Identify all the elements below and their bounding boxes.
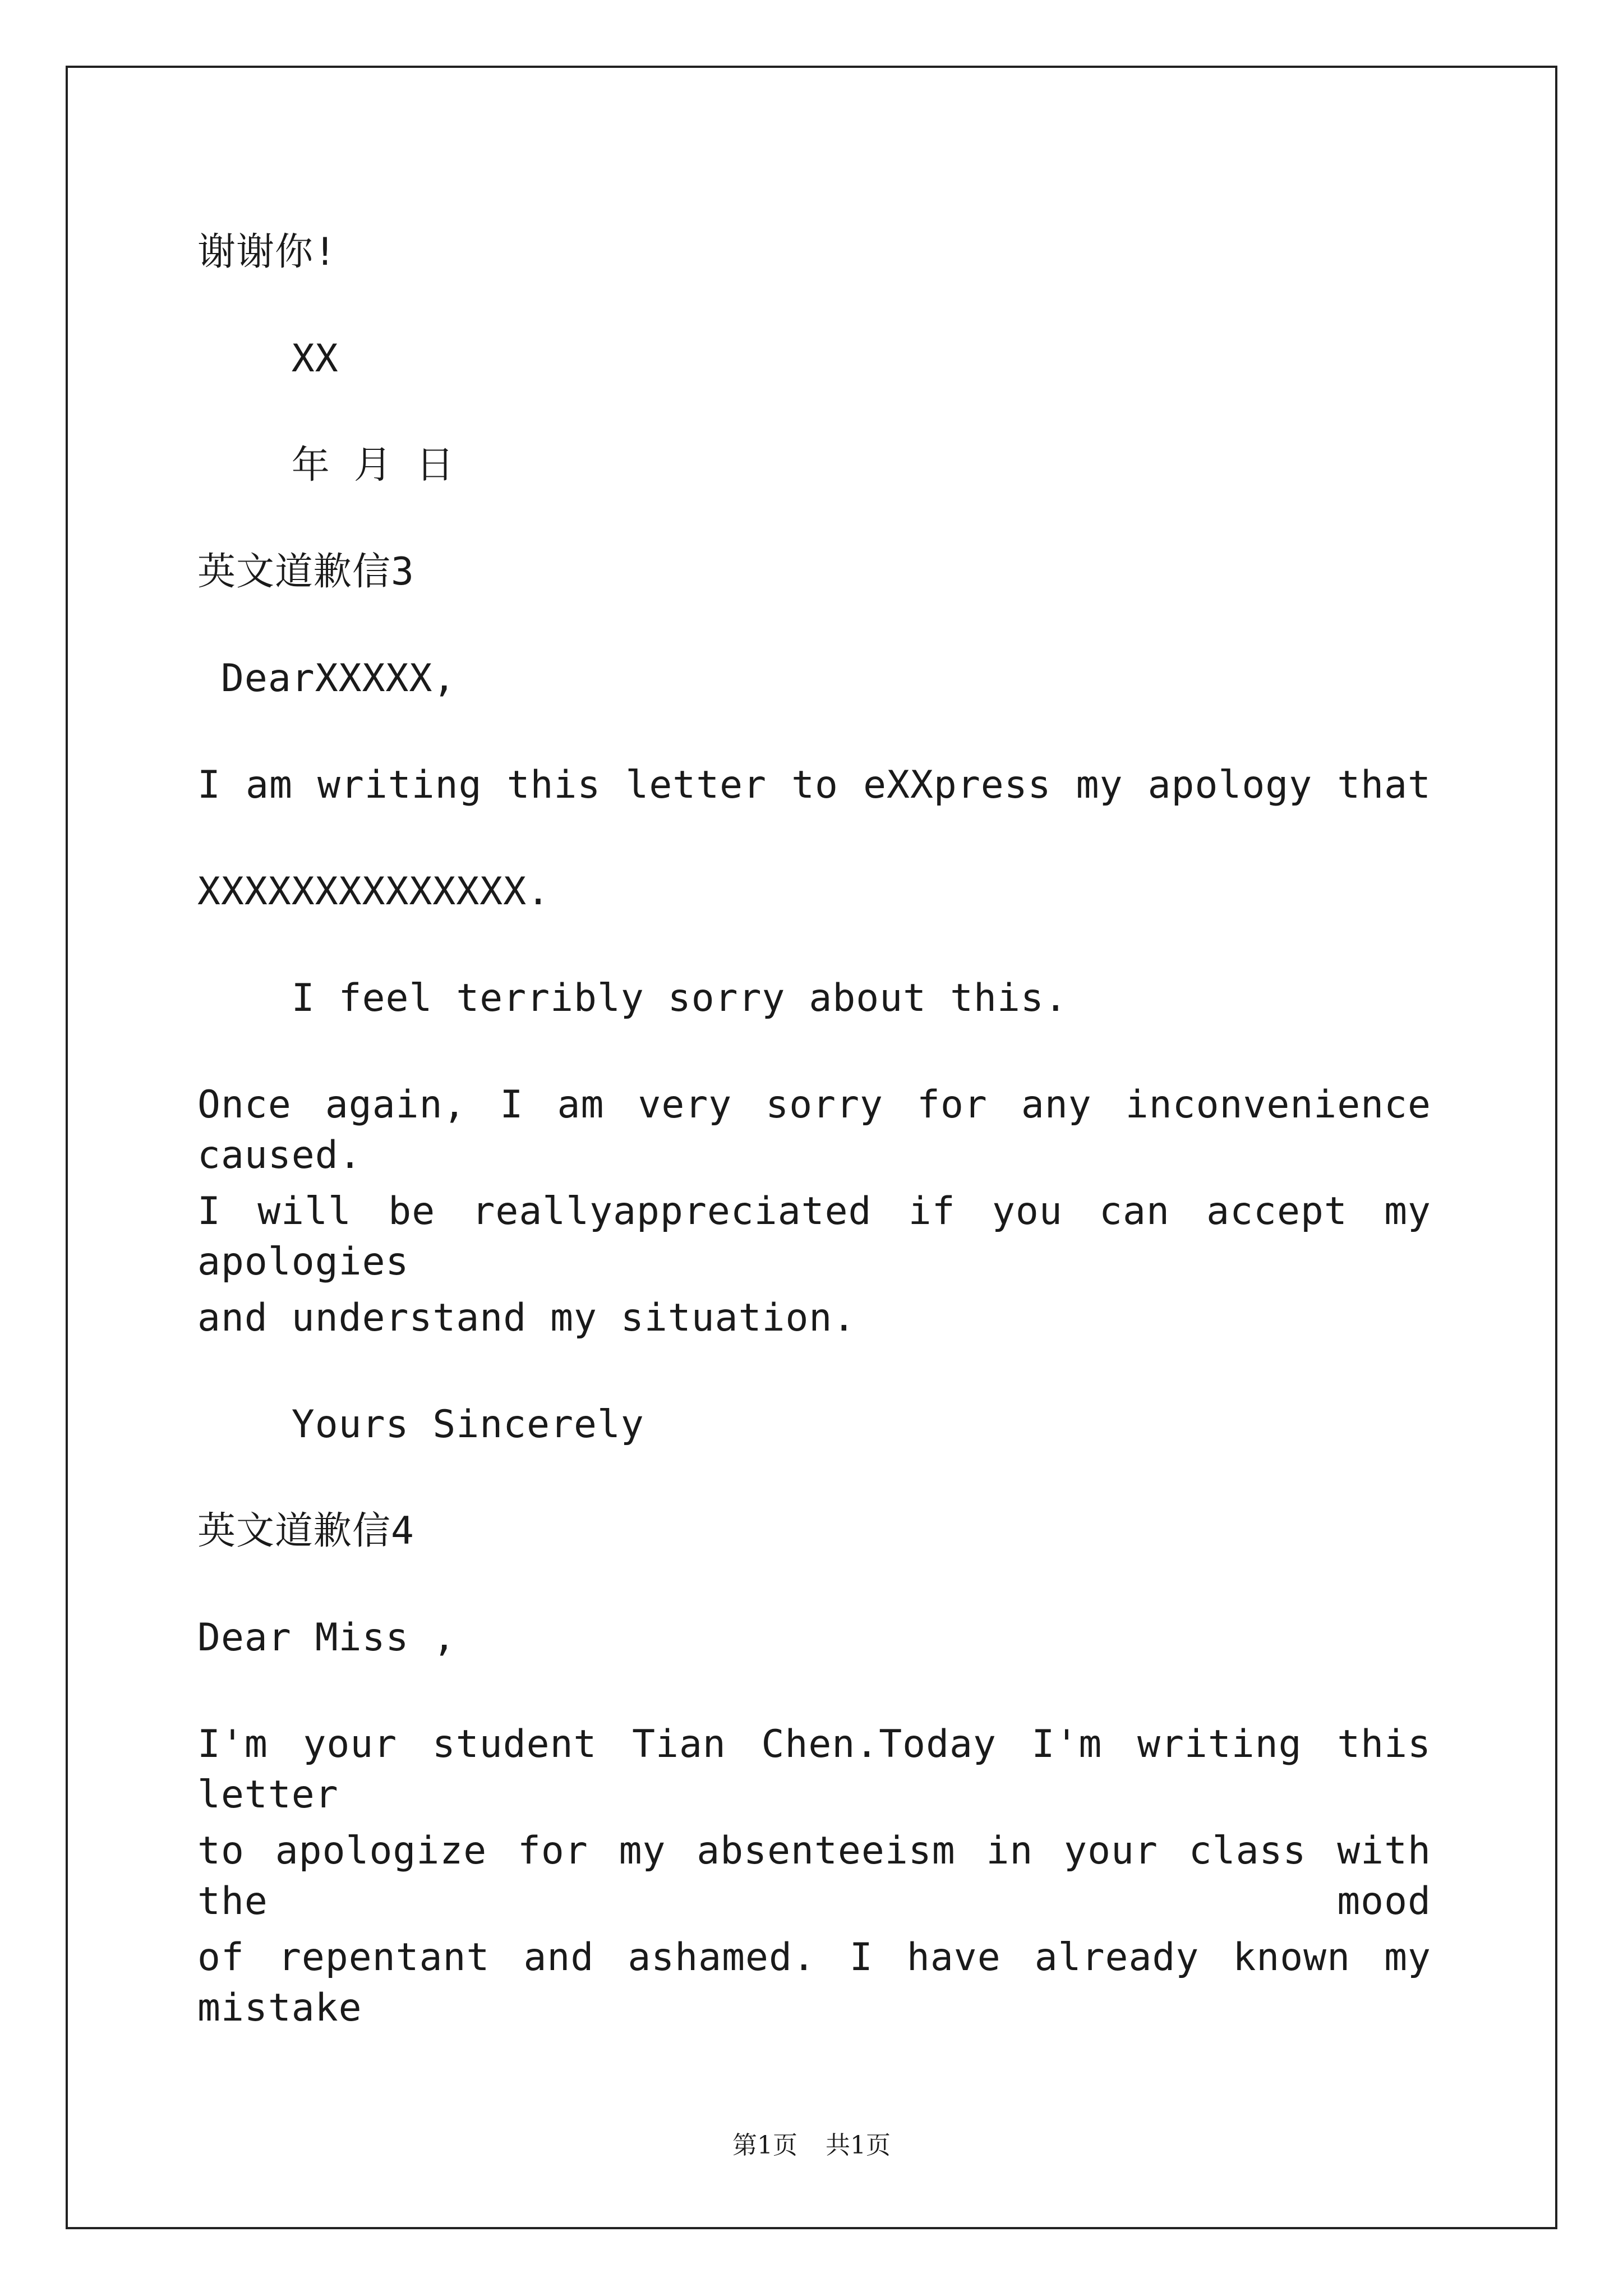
- paragraph-line: and understand my situation.: [197, 1296, 856, 1340]
- signature-name: XX: [197, 337, 339, 381]
- section-heading-3: 英文道歉信3: [197, 550, 414, 594]
- paragraph-line: Once again, I am very sorry for any inconvenience caused.: [197, 1083, 1431, 1177]
- page-number: 第1页: [732, 2131, 797, 2160]
- page-total: 共1页: [826, 2131, 891, 2160]
- paragraph-line: to apologize for my absenteeism in your class with the mood: [197, 1829, 1431, 1924]
- page-footer: [0, 2129, 1623, 2162]
- sign-off-3: Yours Sincerely: [197, 1402, 644, 1447]
- paragraph-line: XXXXXXXXXXXXXX.: [197, 869, 551, 914]
- date-line: 年 月 日: [197, 443, 455, 487]
- paragraph-line: I'm your student Tian Chen.Today I'm writing this letter: [197, 1722, 1431, 1817]
- paragraph-line: I am writing this letter to eXXpress my apology that: [197, 763, 1431, 807]
- section-heading-4: 英文道歉信4: [197, 1509, 414, 1553]
- closing-thanks: 谢谢你!: [197, 230, 337, 274]
- paragraph-line: I feel terribly sorry about this.: [197, 976, 1068, 1020]
- paragraph-line: I will be reallyappreciated if you can accept my apologies: [197, 1189, 1431, 1284]
- salutation-4: Dear Miss ,: [197, 1616, 457, 1660]
- paragraph-line: of repentant and ashamed. I have already known my mistake: [197, 1935, 1431, 2030]
- salutation-3: DearXXXXX,: [197, 656, 457, 701]
